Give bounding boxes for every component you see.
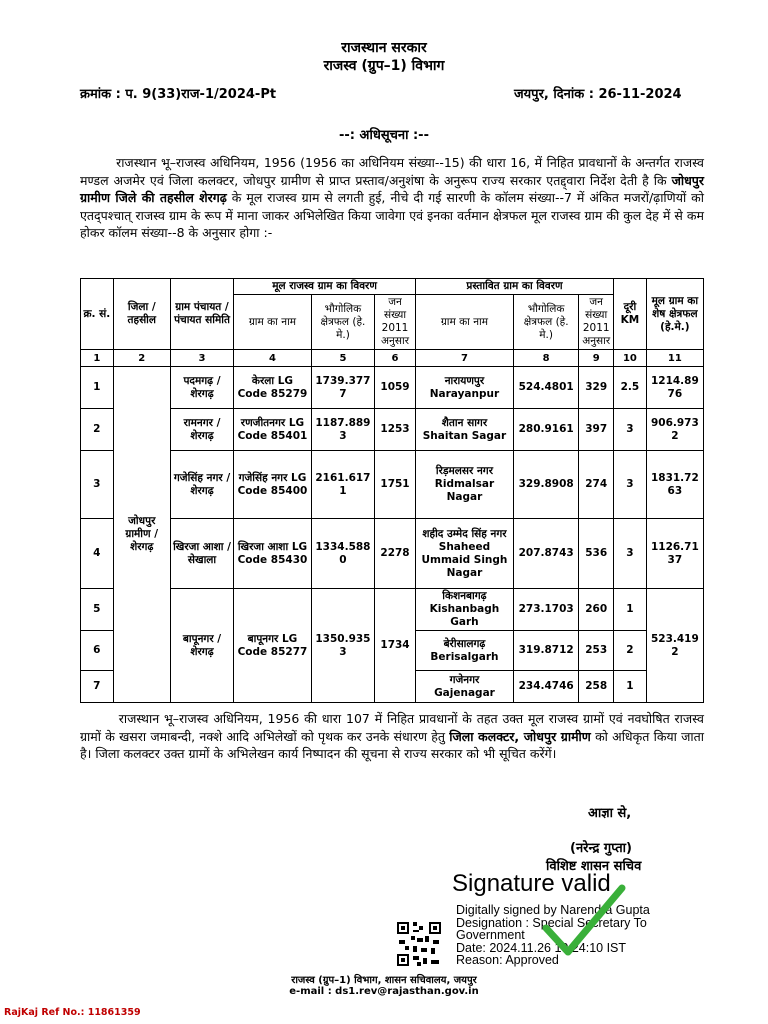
cell-panchayat: गजेसिंह नगर / शेरगढ़ [170,451,233,519]
cell-proposed-village: बेरीसालगढ़ Berisalgarh [415,631,513,671]
cell-distance: 3 [614,519,647,589]
col-num: 8 [513,350,578,367]
col-num: 10 [614,350,647,367]
col-num: 11 [646,350,703,367]
signing-reason: Reason: Approved [456,953,559,967]
cell-proposed-area: 234.4746 [513,671,578,703]
cell-original-village: बापूनगर LG Code 85277 [234,589,312,703]
col-num: 6 [375,350,416,367]
closing-paragraph [80,710,704,763]
cell-proposed-population: 274 [579,451,614,519]
closing-text-1: राजस्थान भू–राजस्व अधिनियम, 1956 की धारा 107 में निहित प्रावधानों के तहत उक्त मूल राजस्व ग्रामों एवं नवघोषित राजस्व ग्रामों के खसरा जमाबन्दी, नक्शे आदि अभिलेखों को पृथक कर उनके संधारण हेतु [80,711,704,744]
cell-proposed-area: 207.8743 [513,519,578,589]
cell-distance: 2 [614,631,647,671]
table-row [81,367,704,409]
header-sn: क्र. सं. [81,279,114,350]
intro-text-1: राजस्थान भू–राजस्व अधिनियम, 1956 (1956 का अधिनियम संख्या--15) की धारा 16, में निहित प्रावधानों के अन्तर्गत राजस्व मण्डल अजमेर एवं जिला कलक्टर, जोधपुर ग्रामीण से प्राप्त प्रस्ताव/अनुशंषा के अनुरूप राज्य सरकार एतद्द्वारा निर्देश देती है कि [80,155,704,188]
cell-proposed-village: रिड़मलसर नगर Ridmalsar Nagar [415,451,513,519]
cell-population: 1734 [375,589,416,703]
by-order-text: आज्ञा से, [588,806,632,821]
cell-sn: 3 [81,451,114,519]
qr-code-icon [395,920,443,968]
cell-sn: 7 [81,671,114,703]
header-village-name: ग्राम का नाम [234,295,312,350]
closing-bold-text: जिला कलक्टर, जोधपुर ग्रामीण [449,728,591,744]
cell-remaining-area: 1126.7137 [646,519,703,589]
cell-distance: 3 [614,409,647,451]
cell-distance: 1 [614,589,647,631]
signing-date: Date: 2024.11.26 10:24:10 IST [456,940,627,955]
cell-proposed-village: गजेनगर Gajenagar [415,671,513,703]
cell-distance: 3 [614,451,647,519]
cell-sn: 6 [81,631,114,671]
col-num: 9 [579,350,614,367]
signer-designation-cont: Government [456,928,525,942]
cell-proposed-population: 536 [579,519,614,589]
footer-email: e-mail : ds1.rev@rajasthan.gov.in [289,986,479,997]
header-distance: दूरी KM [614,279,647,350]
checkmark-icon [538,880,628,960]
cell-area: 1350.9353 [311,589,374,703]
cell-proposed-area: 280.9161 [513,409,578,451]
cell-proposed-population: 253 [579,631,614,671]
table-row [81,409,704,451]
header-proposed-area: भौगोलिक क्षेत्रफल (हे. मे.) [513,295,578,350]
cell-population: 1751 [375,451,416,519]
cell-proposed-area: 524.4801 [513,367,578,409]
col-num: 3 [170,350,233,367]
cell-remaining-area: 1831.7263 [646,451,703,519]
govt-title: राजस्थान सरकार [341,40,427,56]
intro-text-2: के मूल राजस्व ग्राम से लगती हुई, नीचे दी गई सारणी के कॉलम संख्या--7 में अंकित मजरों/ढ़ाणियों को एतद्पश्चात् राजस्व ग्राम के रूप में माना जाकर अभिलेखित किया जावेगा एवं इनका वर्तमान क्षेत्रफल मूल राजस्व ग्राम की कुल देह में से कम होकर कॉलम संख्या--8 के अनुसार होगा :- [80,190,704,240]
cell-proposed-population: 260 [579,589,614,631]
cell-sn: 2 [81,409,114,451]
column-number-row [81,350,704,367]
cell-area: 1739.3777 [311,367,374,409]
header-proposed-name: ग्राम का नाम [415,295,513,350]
cell-sn: 5 [81,589,114,631]
department-title: राजस्व (ग्रुप–1) विभाग [323,58,445,74]
cell-proposed-village: शहीद उम्मेद सिंह नगर Shaheed Ummaid Singh Nagar [415,519,513,589]
cell-population: 2278 [375,519,416,589]
cell-original-village: गजेसिंह नगर LG Code 85400 [234,451,312,519]
cell-proposed-area: 329.8908 [513,451,578,519]
cell-remaining-area: 523.4192 [646,589,703,703]
cell-panchayat: रामनगर / शेरगढ़ [170,409,233,451]
cell-proposed-village: शैतान सागर Shaitan Sagar [415,409,513,451]
col-num: 2 [113,350,170,367]
intro-bold-text: जोधपुर ग्रामीण जिले की तहसील शेरगढ़ [80,172,704,205]
reference-number: क्रमांक : प. 9(33)राज-1/2024-Pt [80,87,277,102]
cell-distance: 1 [614,671,647,703]
signatory-designation: विशिष्ट शासन सचिव [546,859,642,874]
cell-proposed-population: 258 [579,671,614,703]
cell-panchayat: पदमगढ़ / शेरगढ़ [170,367,233,409]
table-row [81,519,704,589]
header-population: जन संख्या 2011 अनुसार [375,295,416,350]
cell-proposed-population: 329 [579,367,614,409]
cell-sn: 1 [81,367,114,409]
cell-panchayat: बापूनगर / शेरगढ़ [170,589,233,703]
footer-address: राजस्व (ग्रुप–1) विभाग, शासन सचिवालय, जयपुर [291,975,477,986]
cell-proposed-village: नारायणपुर Narayanpur [415,367,513,409]
col-num: 5 [311,350,374,367]
village-table [80,278,704,703]
intro-paragraph [80,154,704,242]
header-remaining-area: मूल ग्राम का शेष क्षेत्रफल (हे.मे.) [646,279,703,350]
cell-panchayat: खिरजा आशा / सेखाला [170,519,233,589]
cell-area: 2161.6171 [311,451,374,519]
signed-by: Digitally signed by Narendra Gupta [456,903,650,917]
header-area: भौगोलिक क्षेत्रफल (हे. मे.) [311,295,374,350]
col-num: 4 [234,350,312,367]
cell-remaining-area: 1214.8976 [646,367,703,409]
notification-title: --: अधिसूचना :-- [339,128,429,143]
cell-population: 1059 [375,367,416,409]
cell-proposed-area: 319.8712 [513,631,578,671]
cell-proposed-village: किशनबागढ़ Kishanbagh Garh [415,589,513,631]
cell-proposed-area: 273.1703 [513,589,578,631]
col-num: 7 [415,350,513,367]
header-panchayat: ग्राम पंचायत / पंचायत समिति [170,279,233,350]
cell-area: 1334.5880 [311,519,374,589]
signer-designation: Designation : Special Secretary To [456,915,647,930]
cell-distance: 2.5 [614,367,647,409]
col-num: 1 [81,350,114,367]
signature-valid-label: Signature valid [452,870,611,897]
cell-original-village: खिरजा आशा LG Code 85430 [234,519,312,589]
header-district: जिला / तहसील [113,279,170,350]
cell-district: जोधपुर ग्रामीण / शेरगढ़ [113,367,170,703]
header-proposed-population: जन संख्या 2011 अनुसार [579,295,614,350]
cell-original-village: रणजीतनगर LG Code 85401 [234,409,312,451]
cell-area: 1187.8893 [311,409,374,451]
header-proposed-village: प्रस्तावित ग्राम का विवरण [415,279,613,295]
header-original-village: मूल राजस्व ग्राम का विवरण [234,279,416,295]
cell-sn: 4 [81,519,114,589]
signatory-name: (नरेन्द्र गुप्ता) [570,841,632,856]
cell-original-village: केरला LG Code 85279 [234,367,312,409]
table-row [81,589,704,631]
cell-remaining-area: 906.9732 [646,409,703,451]
rajkaj-reference: RajKaj Ref No.: 11861359 [4,1007,141,1018]
table-row [81,451,704,519]
cell-population: 1253 [375,409,416,451]
issue-date: जयपुर, दिनांक : 26-11-2024 [514,87,682,102]
cell-proposed-population: 397 [579,409,614,451]
closing-text-2: को अधिकृत किया जाता है। जिला कलक्टर उक्त ग्रामों के अभिलेखन कार्य निष्पादन की सूचना से राज्य सरकार को भी सूचित करेंगें। [80,728,705,761]
